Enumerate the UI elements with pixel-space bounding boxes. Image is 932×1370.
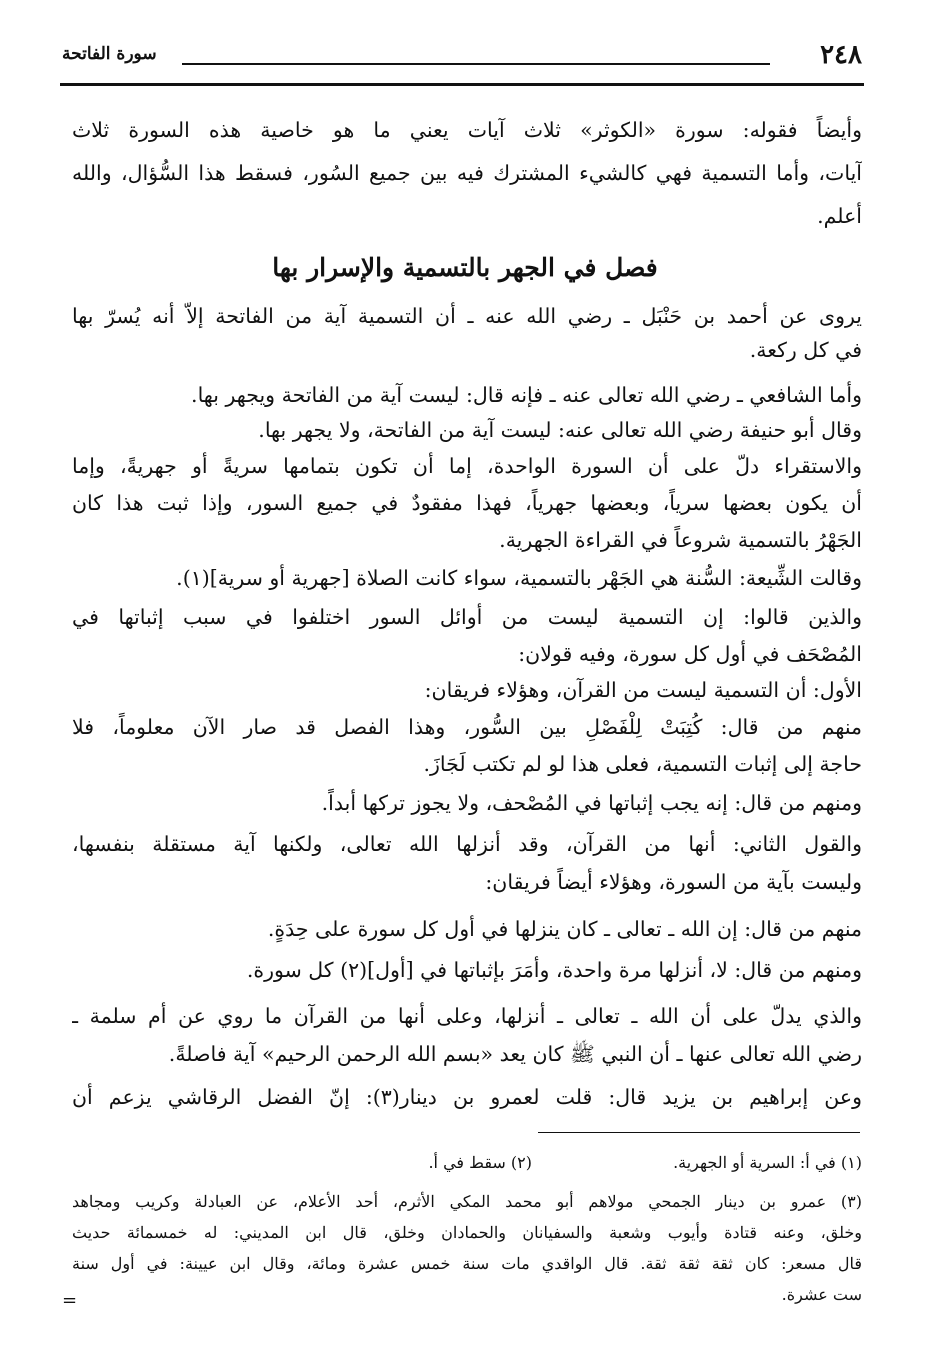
text-line: وليست بآية من السورة، وهؤلاء أيضاً فريقان:: [485, 870, 862, 894]
page-header: [62, 40, 862, 74]
text-line: في كل ركعة.: [749, 338, 862, 362]
footnote-3-line: ست عشرة.: [781, 1285, 862, 1304]
text-line: الجَهْرُ بالتسمية شروعاً في القراءة الجهرية.: [499, 528, 862, 552]
footnote-3-line: قال مسعر: كان ثقة ثقة ثقة. قال الواقدي مات سنة خمس عشرة ومائة، وقال ابن عيينة: في أول سنة: [72, 1254, 862, 1273]
text-line: والاستقراء دلّ على أن السورة الواحدة، إما أن تكون بتمامها سريةً أو جهريةً، وإما: [72, 454, 862, 478]
text-line: وقال أبو حنيفة رضي الله تعالى عنه: ليست آية من الفاتحة، ولا يجهر بها.: [258, 418, 862, 442]
text-line: أن يكون بعضها سرياً، وبعضها جهرياً، فهذا مفقودٌ في جميع السور، وإذا ثبت هذا كان: [72, 491, 862, 515]
header-rule: [60, 83, 864, 86]
running-title: سورة الفاتحة: [62, 44, 157, 64]
text-line: والذي يدلّ على أن الله ـ تعالى ـ أنزلها، وعلى أنها من القرآن ما روي عن أم سلمة ـ: [72, 1004, 862, 1028]
text-line: يروى عن أحمد بن حَنْبَل ـ رضي الله عنه ـ أن التسمية آية من الفاتحة إلاّ أنه يُسرّ بها: [72, 304, 862, 328]
text-line: ومنهم من قال: إنه يجب إثباتها في المُصْحف، ولا يجوز تركها أبداً.: [321, 791, 862, 815]
text-line: وأيضاً فقوله: سورة «الكوثر» ثلاث آيات يعني ما هو خاصية هذه السورة ثلاث: [72, 118, 862, 142]
text-line: وعن إبراهيم بن يزيد قال: قلت لعمرو بن دينار(٣): إنّ الفضل الرقاشي يزعم أن: [72, 1085, 862, 1109]
text-line: آيات، وأما التسمية فهي كالشيء المشترك فيه بين جميع السُور، فسقط هذا السُّؤال، والله: [72, 161, 862, 185]
footnote-separator: [538, 1132, 860, 1133]
margin-mark: =: [62, 1290, 78, 1311]
footnote-3-line: (٣) عمرو بن دينار الجمحي مولاهم أبو محمد المكي الأثرم، أحد الأعلام، عن العبادلة وكريب ومجاهد: [72, 1192, 862, 1211]
footnote-1: (١) في أ: السرية أو الجهرية.: [673, 1153, 862, 1172]
text-line: وقالت الشِّيعة: السُّنة هي الجَهْر بالتسمية، سواء كانت الصلاة [جهرية أو سرية](١).: [176, 566, 862, 590]
text-line: والقول الثاني: أنها من القرآن، وقد أنزلها الله تعالى، ولكنها آية مستقلة بنفسها،: [72, 832, 862, 856]
text-line: والذين قالوا: إن التسمية ليست من أوائل السور اختلفوا في سبب إثباتها في: [72, 605, 862, 629]
footnote-3-line: وخلق، وعنه قتادة وأيوب وشعبة والسفيانان والحمادان وخلق، قال ابن المديني: له خمسمائة حديث: [72, 1223, 862, 1242]
text-line: ومنهم من قال: لا، أنزلها مرة واحدة، وأمَرَ بإثباتها في [أول](٢) كل سورة.: [246, 958, 862, 982]
text-line: منهم من قال: إن الله ـ تعالى ـ كان ينزلها في أول كل سورة على حِدَةٍ.: [267, 917, 862, 941]
text-line: وأما الشافعي ـ رضي الله تعالى عنه ـ فإنه قال: ليست آية من الفاتحة ويجهر بها.: [191, 383, 862, 407]
text-line: منهم من قال: كُتِبَتْ لِلْفَصْلِ بين السُّور، وهذا الفصل قد صار الآن معلوماً، فلا: [72, 715, 862, 739]
text-line: المُصْحَف في أول كل سورة، وفيه قولان:: [518, 642, 862, 666]
text-line: حاجة إلى إثبات التسمية، فعلى هذا لو لم تكتب لَجَازَ.: [423, 752, 862, 776]
footnotes-row-1: [72, 1149, 862, 1177]
header-leader-line: [182, 63, 770, 65]
text-line: رضي الله تعالى عنها ـ أن النبي ﷺ كان يعد «بسم الله الرحمن الرحيم» آية فاصلةً.: [168, 1042, 862, 1066]
footnote-2: (٢) سقط في أ.: [428, 1153, 532, 1172]
text-line: الأول: أن التسمية ليست من القرآن، وهؤلاء فريقان:: [424, 678, 862, 702]
page-number: ٢٤٨: [820, 40, 862, 70]
section-heading: فصل في الجهر بالتسمية والإسرار بها: [272, 253, 658, 282]
text-line: أعلم.: [817, 204, 862, 228]
